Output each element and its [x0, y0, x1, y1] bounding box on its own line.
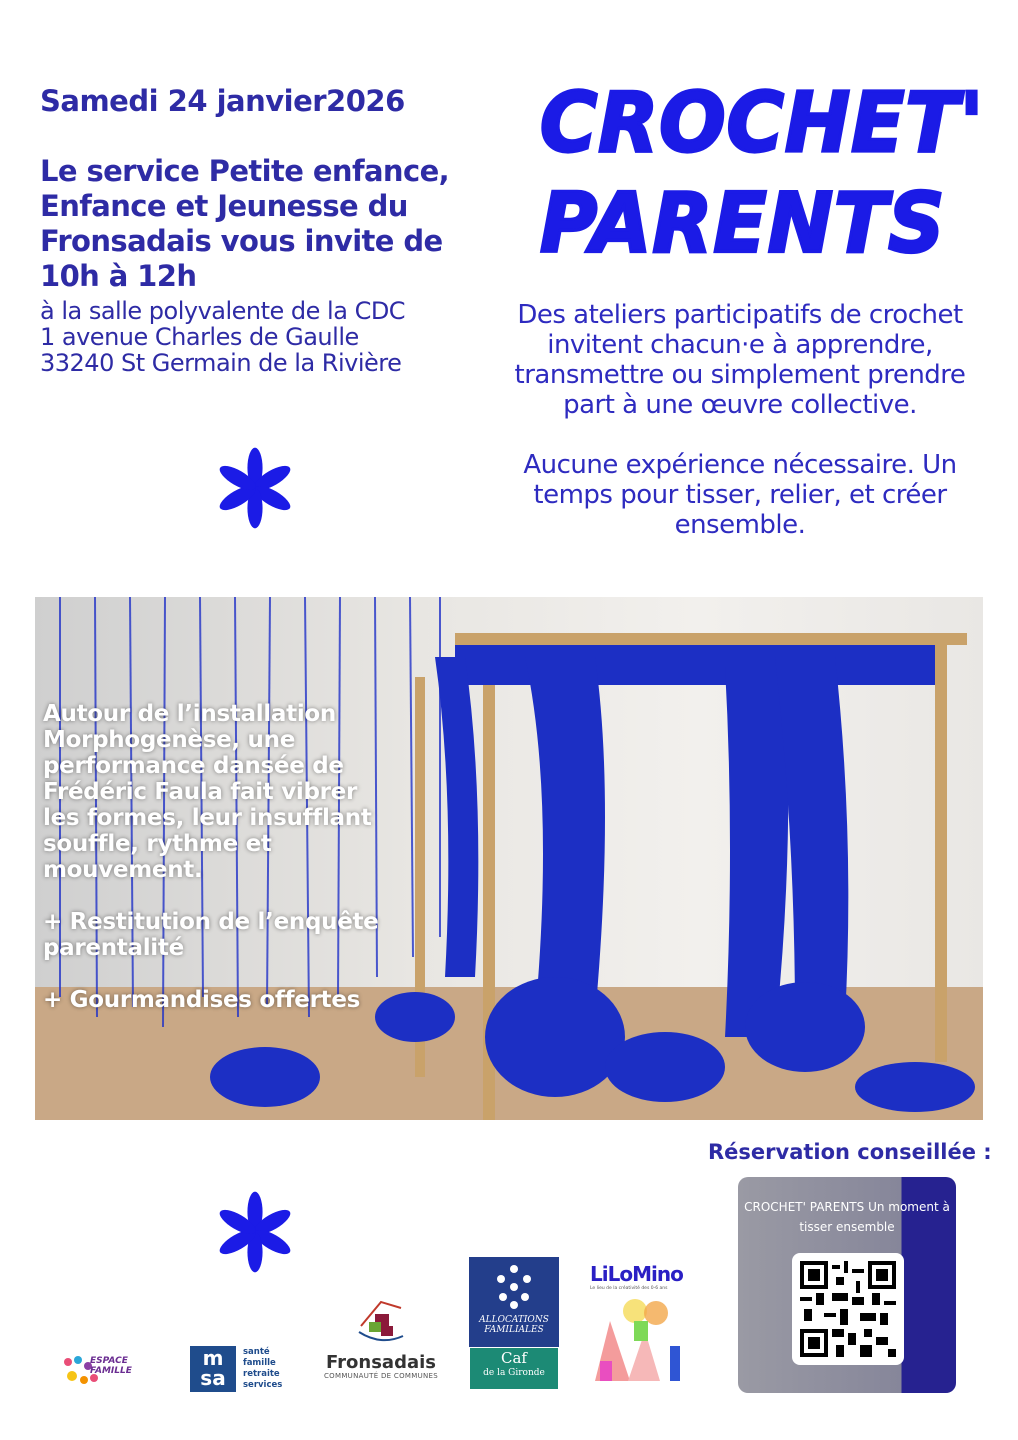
msa-logo: [190, 1346, 290, 1392]
caf-top: [469, 1257, 559, 1347]
caf-logo: [469, 1257, 559, 1390]
msa-word: services: [243, 1380, 283, 1390]
caf-family-icon: [489, 1263, 539, 1313]
title-line-1: CROCHET': [540, 76, 985, 171]
address-line: à la salle polyvalente de la CDC: [40, 297, 406, 325]
msa-mark: m sa: [190, 1346, 236, 1392]
performance-text: [43, 701, 383, 1039]
lilomino-logo: [590, 1262, 702, 1390]
flower-star-icon: [213, 446, 297, 530]
reservation-qr-card[interactable]: [738, 1177, 956, 1393]
event-date: Samedi 24 janvier2026: [40, 84, 405, 118]
msa-tagline: [243, 1347, 282, 1391]
service-invitation: Le service Petite enfance, Enfance et Jeunesse du Fronsadais vous invite de 10h à 12h: [40, 154, 450, 293]
description: [510, 300, 970, 570]
fronsadais-logo: [316, 1296, 446, 1386]
address-line: 1 avenue Charles de Gaulle: [40, 323, 359, 351]
caf-allocations: ALLOCATIONS FAMILIALES: [479, 1315, 549, 1335]
espace-famille-logo: [60, 1352, 160, 1388]
fronsadais-emblem: [351, 1296, 411, 1350]
lilomino-tagline: Le lieu de la créativité des 0-6 ans: [590, 1286, 668, 1291]
restitution-note: + Restitution de l’enquête parentalité: [43, 909, 379, 961]
msa-word: retraite: [243, 1369, 280, 1379]
fronsadais-name: Fronsadais: [326, 1352, 436, 1373]
lilomino-illustration: [590, 1291, 700, 1381]
address-line: 33240 St Germain de la Rivière: [40, 349, 402, 377]
fronsadais-subtitle: COMMUNAUTÉ DE COMMUNES: [323, 1372, 438, 1380]
qr-code[interactable]: [792, 1253, 904, 1365]
performance-description: Autour de l’installation Morphogenèse, une performance dansée de Frédéric Faula fait vibrer les formes, leur insufflant souffle, rythme et mouvement.: [43, 701, 372, 883]
qr-caption: CROCHET' PARENTS Un moment à tisser ensemble: [744, 1200, 950, 1234]
msa-word: famille: [243, 1358, 276, 1368]
installation-photo: [35, 597, 983, 1120]
reservation-label: Réservation conseillée :: [708, 1140, 992, 1164]
caf-name: Caf: [501, 1349, 527, 1367]
description-paragraph: Aucune expérience nécessaire. Un temps pour tisser, relier, et créer ensemble.: [523, 450, 957, 540]
poster-title: [540, 73, 985, 275]
caf-bottom: [469, 1347, 559, 1390]
description-paragraph: Des ateliers participatifs de crochet invitent chacun·e à apprendre, transmettre ou simplement prendre part à une œuvre collective.: [514, 300, 966, 420]
qr-code-icon: [800, 1261, 896, 1357]
espace-famille-text: ESPACE FAMILLE: [90, 1356, 132, 1376]
msa-word: santé: [243, 1347, 270, 1357]
lilomino-name: LiLoMino: [590, 1262, 683, 1286]
flower-star-icon: [213, 1190, 297, 1274]
treats-note: + Gourmandises offertes: [43, 987, 361, 1013]
title-line-2: PARENTS: [540, 177, 946, 272]
address: [40, 298, 405, 376]
caf-subtitle: de la Gironde: [483, 1368, 545, 1378]
